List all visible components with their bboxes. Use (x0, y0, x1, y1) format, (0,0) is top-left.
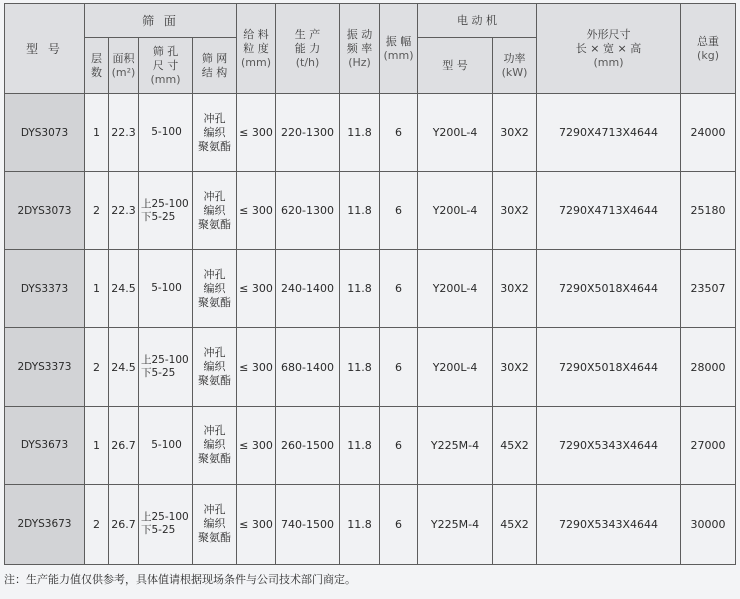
capacity-cell: 620-1300 (276, 172, 340, 250)
mesh-cell (193, 172, 237, 250)
header-motor-model: 型 号 (418, 38, 493, 94)
header-amplitude-label: 振 幅 (385, 34, 412, 48)
motor-model-cell: Y200L-4 (418, 172, 493, 250)
hole-line: 上25-100 (141, 197, 189, 210)
capacity-cell: 680-1400 (276, 328, 340, 406)
header-hole-line2: 尺 寸 (152, 58, 179, 72)
header-dims-label: 外形尺寸 (586, 27, 631, 41)
header-layers-line1: 层 (91, 51, 102, 65)
header-weight-unit: (kg) (697, 48, 719, 62)
power-cell: 30X2 (493, 328, 537, 406)
power-cell: 30X2 (493, 250, 537, 328)
freq-cell: 11.8 (340, 328, 380, 406)
mesh-line: 编织 (203, 125, 226, 139)
capacity-cell: 740-1500 (276, 484, 340, 564)
amplitude-cell: 6 (380, 94, 418, 172)
header-weight (681, 4, 736, 94)
header-area-unit: (m²) (111, 65, 136, 79)
hole-cell (139, 172, 193, 250)
weight-cell: 27000 (681, 406, 736, 484)
motor-model-cell: Y225M-4 (418, 406, 493, 484)
layers-cell: 1 (85, 94, 109, 172)
header-screen-group: 筛 面 (85, 4, 237, 38)
area-cell: 24.5 (109, 328, 139, 406)
header-power-unit: (kW) (501, 65, 528, 79)
table-row (5, 172, 736, 250)
amplitude-cell: 6 (380, 484, 418, 564)
power-cell: 45X2 (493, 484, 537, 564)
dims-cell: 7290X5343X4644 (537, 484, 681, 564)
mesh-line: 冲孔 (203, 346, 226, 360)
feed-cell: ≤ 300 (237, 172, 276, 250)
layers-cell: 2 (85, 172, 109, 250)
hole-line: 上25-100 (141, 511, 189, 524)
mesh-line: 冲孔 (203, 189, 226, 203)
header-amplitude (380, 4, 418, 94)
capacity-cell: 260-1500 (276, 406, 340, 484)
weight-cell: 25180 (681, 172, 736, 250)
header-feed-line2: 粒 度 (243, 41, 269, 55)
area-cell: 22.3 (109, 94, 139, 172)
model-cell: DYS3373 (5, 250, 85, 328)
feed-cell: ≤ 300 (237, 328, 276, 406)
mesh-line: 聚氨酯 (198, 217, 231, 231)
layers-cell: 2 (85, 484, 109, 564)
model-cell: DYS3073 (5, 94, 85, 172)
mesh-line: 编织 (203, 203, 226, 217)
hole-line: 下5-25 (141, 367, 176, 380)
header-model: 型 号 (5, 4, 85, 94)
header-capacity-line1: 生 产 (294, 27, 321, 41)
model-cell: DYS3673 (5, 406, 85, 484)
header-capacity-unit: (t/h) (295, 55, 320, 69)
table-body (5, 94, 736, 565)
header-feed (237, 4, 276, 94)
header-dims-unit: (mm) (593, 55, 624, 69)
amplitude-cell: 6 (380, 406, 418, 484)
header-feed-unit: (mm) (241, 55, 272, 69)
layers-cell: 1 (85, 406, 109, 484)
area-cell: 26.7 (109, 406, 139, 484)
mesh-cell (193, 250, 237, 328)
amplitude-cell: 6 (380, 328, 418, 406)
power-cell: 30X2 (493, 94, 537, 172)
hole-line: 下5-25 (141, 524, 176, 537)
header-capacity-line2: 能 力 (294, 41, 321, 55)
motor-model-cell: Y200L-4 (418, 328, 493, 406)
mesh-line: 聚氨酯 (198, 295, 231, 309)
header-power-label: 功率 (503, 51, 526, 65)
area-cell: 22.3 (109, 172, 139, 250)
motor-model-cell: Y200L-4 (418, 250, 493, 328)
header-hole (139, 38, 193, 94)
header-area-label: 面积 (112, 51, 135, 65)
hole-cell (139, 484, 193, 564)
header-dims (537, 4, 681, 94)
motor-model-cell: Y225M-4 (418, 484, 493, 564)
header-layers-line2: 数 (91, 65, 102, 79)
capacity-cell: 240-1400 (276, 250, 340, 328)
mesh-cell (193, 94, 237, 172)
header-layers (85, 38, 109, 94)
header-power (493, 38, 537, 94)
footnote: 注：生产能力值仅供参考，具体值请根据现场条件与公司技术部门商定。 (4, 573, 356, 586)
header-feed-line1: 给 料 (243, 27, 269, 41)
feed-cell: ≤ 300 (237, 250, 276, 328)
layers-cell: 1 (85, 250, 109, 328)
header-mesh-line2: 结 构 (201, 65, 228, 79)
spec-table (4, 3, 736, 565)
freq-cell: 11.8 (340, 94, 380, 172)
header-capacity (276, 4, 340, 94)
header-freq-line1: 振 动 (346, 27, 373, 41)
layers-cell: 2 (85, 328, 109, 406)
feed-cell: ≤ 300 (237, 406, 276, 484)
area-cell: 24.5 (109, 250, 139, 328)
table-row (5, 406, 736, 484)
hole-cell: 5-100 (139, 250, 193, 328)
table-row (5, 94, 736, 172)
header-motor-group: 电 动 机 (418, 4, 537, 38)
feed-cell: ≤ 300 (237, 94, 276, 172)
mesh-line: 聚氨酯 (198, 531, 231, 545)
mesh-line: 聚氨酯 (198, 374, 231, 388)
hole-line: 下5-25 (141, 210, 176, 223)
power-cell: 45X2 (493, 406, 537, 484)
header-mesh-line1: 筛 网 (201, 51, 228, 65)
weight-cell: 23507 (681, 250, 736, 328)
weight-cell: 28000 (681, 328, 736, 406)
mesh-line: 冲孔 (203, 111, 226, 125)
mesh-line: 冲孔 (203, 424, 226, 438)
header-area (109, 38, 139, 94)
motor-model-cell: Y200L-4 (418, 94, 493, 172)
mesh-line: 编织 (203, 517, 226, 531)
mesh-line: 冲孔 (203, 267, 226, 281)
dims-cell: 7290X5018X4644 (537, 328, 681, 406)
hole-line: 上25-100 (141, 354, 189, 367)
weight-cell: 24000 (681, 94, 736, 172)
header-freq-unit: (Hz) (348, 55, 371, 69)
freq-cell: 11.8 (340, 250, 380, 328)
freq-cell: 11.8 (340, 172, 380, 250)
model-cell: 2DYS3073 (5, 172, 85, 250)
header-dims-sub: 长 × 宽 × 高 (575, 41, 642, 55)
header-hole-line1: 筛 孔 (152, 44, 179, 58)
dims-cell: 7290X4713X4644 (537, 94, 681, 172)
dims-cell: 7290X5343X4644 (537, 406, 681, 484)
mesh-line: 编织 (203, 281, 226, 295)
mesh-line: 编织 (203, 360, 226, 374)
mesh-line: 聚氨酯 (198, 139, 231, 153)
header-weight-label: 总重 (697, 34, 720, 48)
table-row (5, 250, 736, 328)
mesh-cell (193, 406, 237, 484)
power-cell: 30X2 (493, 172, 537, 250)
freq-cell: 11.8 (340, 406, 380, 484)
mesh-line: 冲孔 (203, 503, 226, 517)
mesh-line: 编织 (203, 438, 226, 452)
feed-cell: ≤ 300 (237, 484, 276, 564)
model-cell: 2DYS3673 (5, 484, 85, 564)
table-row (5, 484, 736, 564)
capacity-cell: 220-1300 (276, 94, 340, 172)
amplitude-cell: 6 (380, 172, 418, 250)
header-amplitude-unit: (mm) (383, 48, 414, 62)
model-cell: 2DYS3373 (5, 328, 85, 406)
table-row (5, 328, 736, 406)
header-mesh (193, 38, 237, 94)
mesh-cell (193, 328, 237, 406)
mesh-line: 聚氨酯 (198, 452, 231, 466)
hole-cell (139, 328, 193, 406)
freq-cell: 11.8 (340, 484, 380, 564)
dims-cell: 7290X5018X4644 (537, 250, 681, 328)
header-freq (340, 4, 380, 94)
dims-cell: 7290X4713X4644 (537, 172, 681, 250)
header-freq-line2: 频 率 (346, 41, 373, 55)
weight-cell: 30000 (681, 484, 736, 564)
amplitude-cell: 6 (380, 250, 418, 328)
hole-cell: 5-100 (139, 94, 193, 172)
header-hole-unit: (mm) (150, 72, 181, 86)
area-cell: 26.7 (109, 484, 139, 564)
hole-cell: 5-100 (139, 406, 193, 484)
mesh-cell (193, 484, 237, 564)
